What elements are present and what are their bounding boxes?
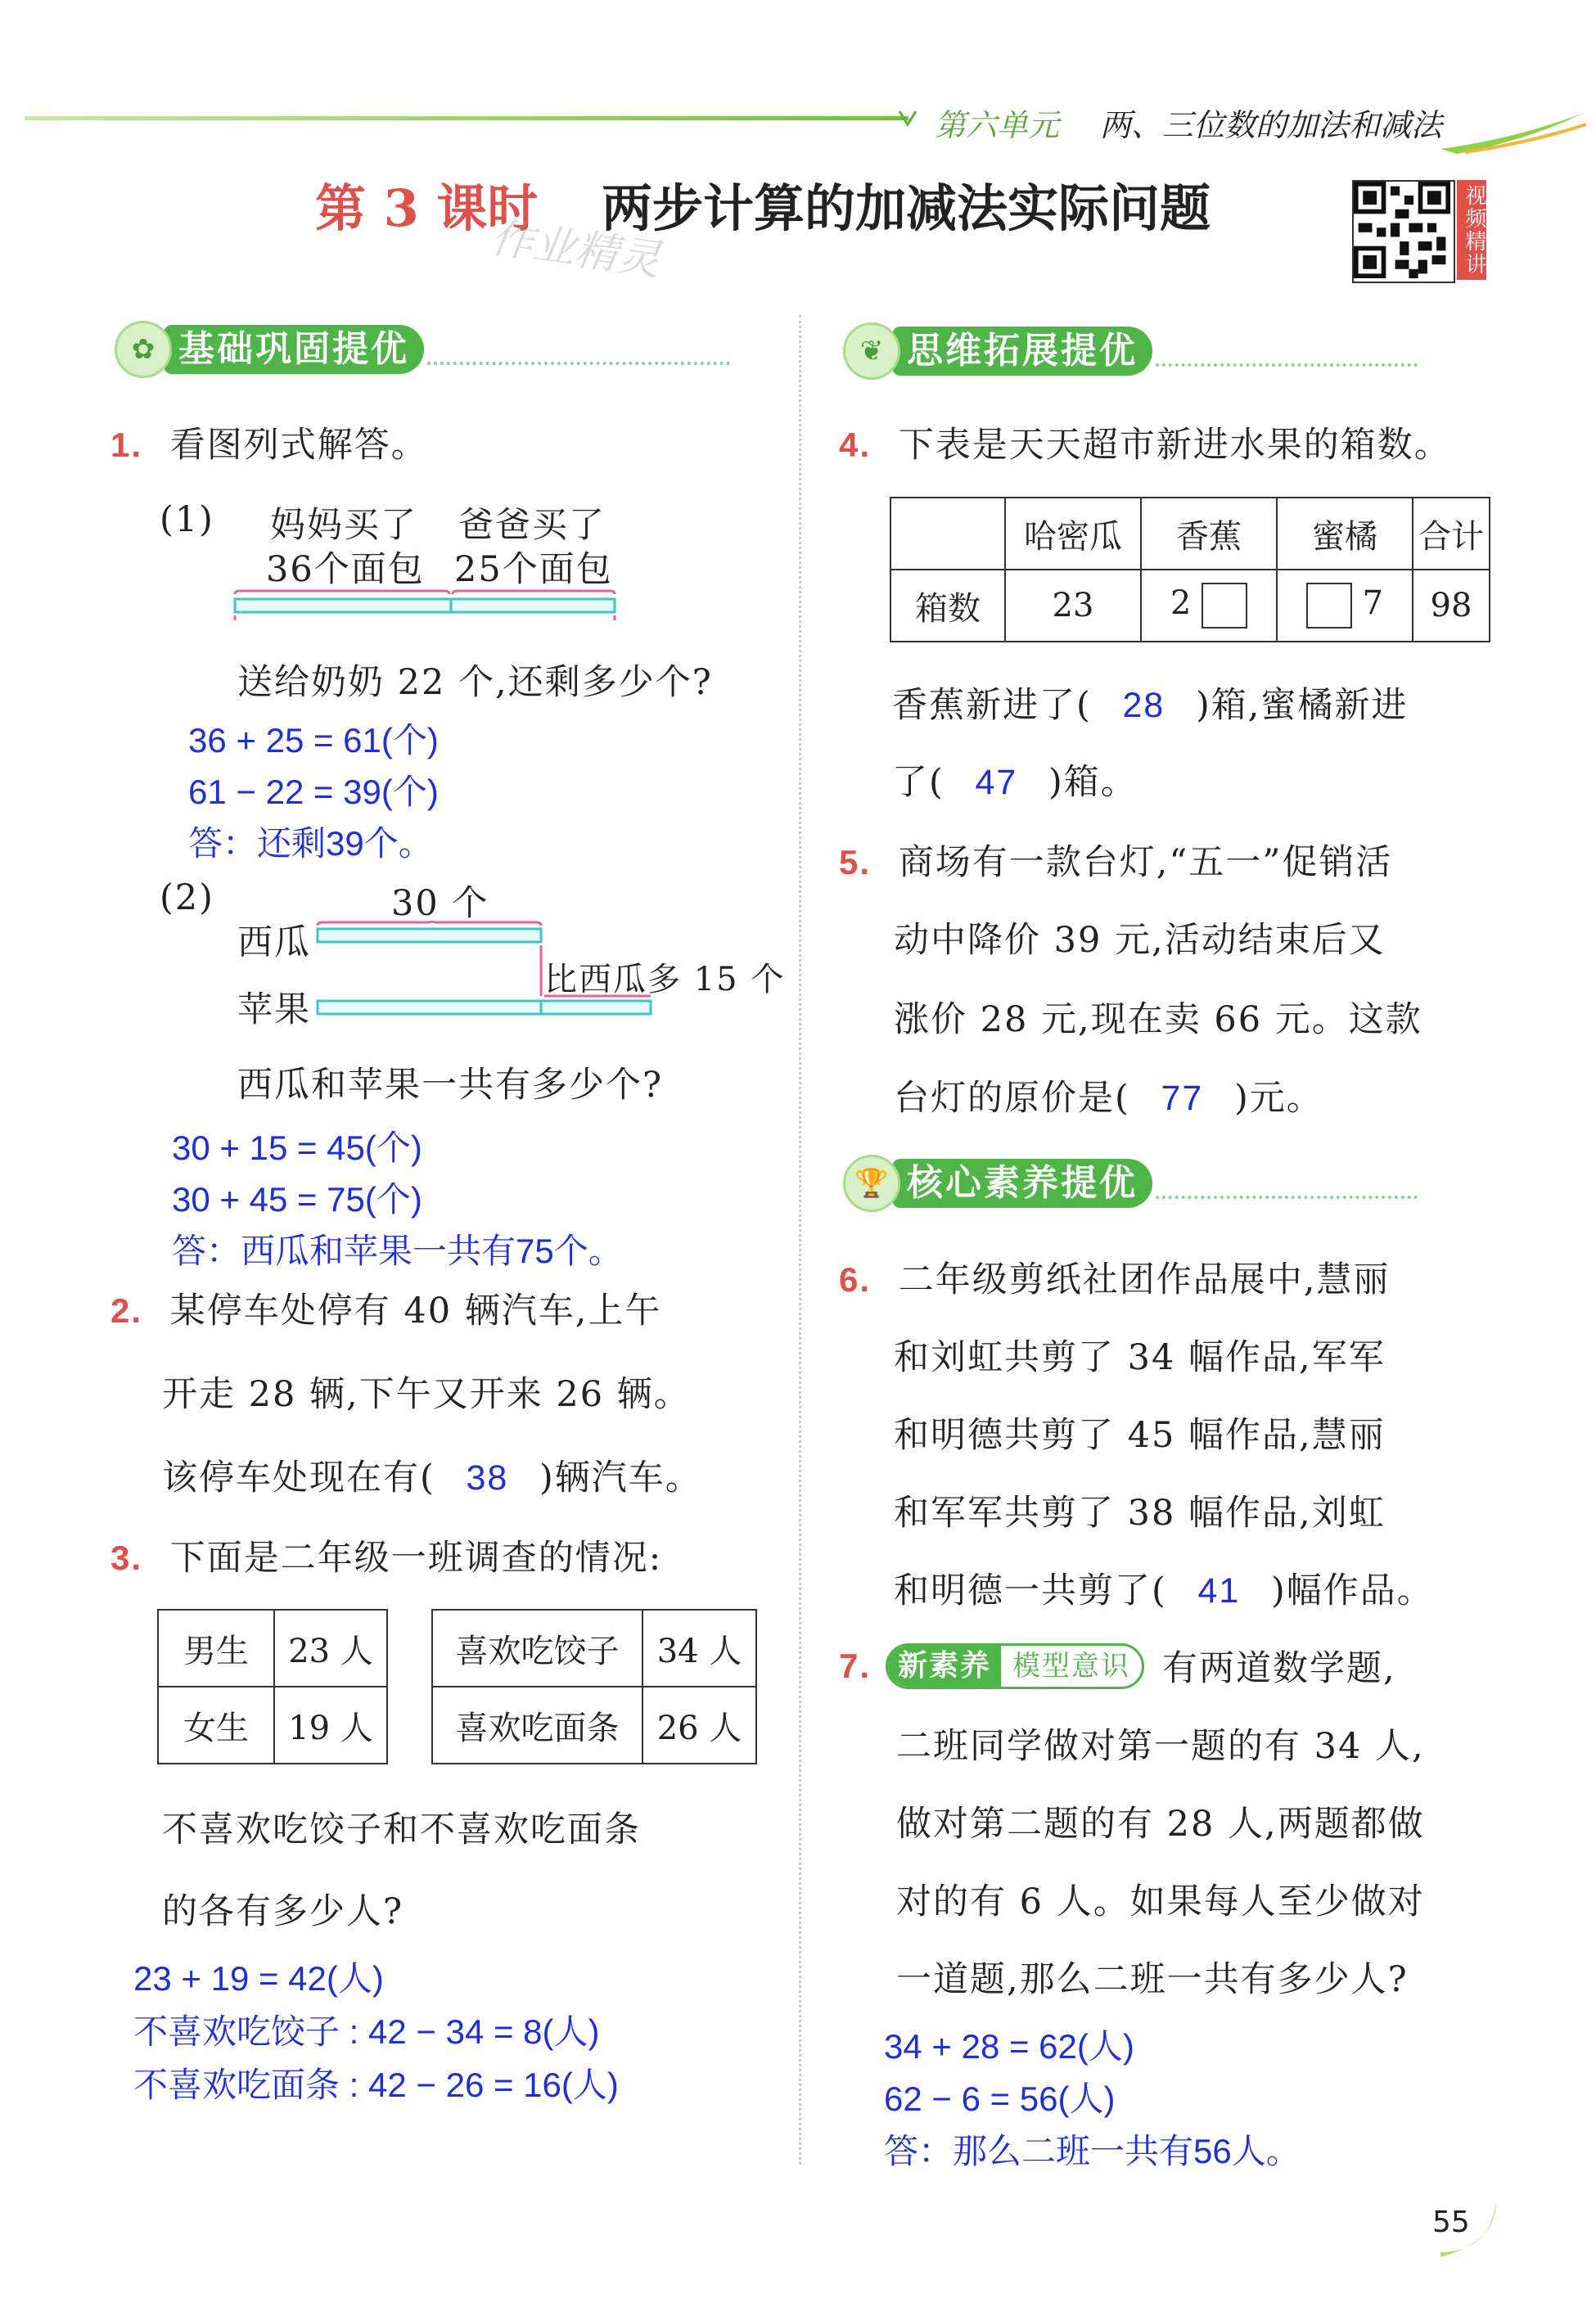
page-number: 55 — [1432, 2206, 1470, 2239]
q3 — [110, 1530, 662, 1580]
q2 — [110, 1283, 661, 1333]
q1-number: 1. — [110, 426, 143, 464]
q1-p1-label: (1) — [160, 499, 214, 540]
q1-p2-question: 西瓜和苹果一共有多少个? — [237, 1065, 664, 1106]
gear-sun-icon: ✿ — [115, 321, 172, 378]
q5 — [839, 835, 1392, 885]
q6-line-4: 和军军共剪了 38 幅作品,刘虹 — [894, 1493, 1386, 1534]
q6-line-5 — [894, 1563, 1434, 1613]
q3-t2-r2-value: 26 人 — [642, 1687, 756, 1764]
q1 — [110, 417, 428, 467]
q7-first-line: 有两道数学题, — [1162, 1648, 1396, 1689]
q3-answer-1: 23 + 19 = 42(人) — [133, 1959, 384, 1998]
q7-badge — [886, 1643, 1144, 1689]
q2-line-3 — [162, 1450, 702, 1500]
q4-number: 4. — [839, 426, 872, 464]
q4-banana-digit: 2 — [1170, 584, 1192, 622]
q3-t2-r1-label: 喜欢吃饺子 — [432, 1610, 642, 1687]
q2-line-2: 开走 28 辆,下午又开来 26 辆。 — [162, 1374, 691, 1415]
q4-total: 98 — [1413, 570, 1490, 642]
q4-answer-2: 47 — [975, 763, 1018, 802]
watermark: 作业精灵 — [488, 213, 664, 286]
q1-dad: 爸爸买了 — [458, 505, 606, 546]
page-number-swoosh — [1424, 2193, 1506, 2259]
q2-line-3-post: )辆汽车。 — [539, 1458, 702, 1498]
q7-answer-2: 62 − 6 = 56(人) — [884, 2079, 1116, 2118]
q6-answer: 41 — [1197, 1571, 1241, 1611]
q1-p2-watermelon: 西瓜 — [237, 922, 311, 963]
q7-line-4: 对的有 6 人。如果每人至少做对 — [896, 1881, 1425, 1922]
header-swoosh — [1440, 106, 1588, 155]
lesson-label: 第 3 课时 — [315, 178, 539, 238]
q1-p2-apple: 苹果 — [237, 989, 311, 1030]
q6-number: 6. — [839, 1260, 872, 1299]
q4-text: 下表是天天超市新进水果的箱数。 — [898, 425, 1451, 466]
sprout-icon: ❦ — [843, 322, 900, 380]
q7-badge-new: 新素养 — [888, 1646, 1001, 1687]
q4-header-banana: 香蕉 — [1141, 498, 1277, 570]
q3-t2-r1-value: 34 人 — [642, 1610, 756, 1687]
q1-p2-label: (2) — [160, 877, 214, 918]
q1-p1-answer-1: 36 + 25 = 61(个) — [188, 721, 439, 759]
q5-answer: 77 — [1161, 1079, 1204, 1118]
q4-answer-1: 28 — [1122, 686, 1165, 725]
q4-fill-2-post: )箱。 — [1048, 762, 1138, 803]
q5-line-4 — [894, 1070, 1323, 1120]
q4-header-total: 合计 — [1413, 498, 1490, 570]
q4 — [839, 417, 1451, 467]
q4-hami: 23 — [1005, 570, 1141, 642]
q5-line-4-post: )元。 — [1233, 1078, 1323, 1119]
q3-text: 下面是二年级一班调查的情况: — [169, 1538, 663, 1579]
q7-line-5: 一道题,那么二班一共有多少人? — [896, 1959, 1409, 2000]
q7-answer-3: 答：那么二班一共有56人。 — [884, 2132, 1301, 2170]
header-unit: 第六单元 — [935, 107, 1060, 143]
q5-line-1: 商场有一款台灯,“五一”促销活 — [898, 842, 1393, 883]
section-core — [843, 1158, 1418, 1209]
q4-orange — [1277, 570, 1413, 642]
q4-header-hami: 哈密瓜 — [1005, 498, 1141, 570]
q3-t2-r2-label: 喜欢吃面条 — [432, 1687, 642, 1764]
q1-p2-answer-1: 30 + 15 = 45(个) — [172, 1129, 422, 1167]
q4-banana-blank[interactable] — [1202, 583, 1247, 629]
qr-code-icon[interactable] — [1352, 180, 1455, 283]
q4-fill-1-post: )箱,蜜橘新进 — [1195, 685, 1409, 726]
q1-p2-bar-diagram — [315, 921, 659, 1019]
q3-number: 3. — [110, 1539, 143, 1577]
q3-table-gender — [157, 1609, 388, 1764]
q5-number: 5. — [839, 843, 872, 881]
q2-number: 2. — [110, 1291, 143, 1330]
q1-p2-answer-2: 30 + 45 = 75(个) — [172, 1180, 422, 1219]
q7-line-2: 二班同学做对第一题的有 34 人, — [896, 1726, 1425, 1767]
q6-line-2: 和刘虹共剪了 34 幅作品,军军 — [894, 1337, 1386, 1378]
q7 — [839, 1641, 1396, 1691]
section-basic — [115, 324, 730, 375]
q4-row-label: 箱数 — [890, 570, 1005, 642]
q4-fill-2-pre: 了( — [892, 762, 945, 803]
q3-table-food — [431, 1609, 757, 1764]
q1-mom-qty: 36个面包 — [266, 549, 425, 590]
q4-fill-1 — [892, 678, 1408, 728]
header-rule — [25, 116, 908, 120]
q5-line-2: 动中降价 39 元,活动结束后又 — [894, 920, 1386, 961]
q4-header-orange: 蜜橘 — [1277, 498, 1413, 570]
q7-line-3: 做对第二题的有 28 人,两题都做 — [896, 1804, 1425, 1845]
q4-fruit-table — [890, 497, 1490, 642]
q3-question-1: 不喜欢吃饺子和不喜欢吃面条 — [162, 1809, 641, 1850]
q4-orange-blank[interactable] — [1306, 583, 1352, 629]
q3-t1-r2-value: 19 人 — [274, 1687, 387, 1764]
q1-bar-diagram — [233, 589, 618, 622]
q3-answer-3: 不喜欢吃面条 : 42 − 26 = 16(人) — [133, 2066, 619, 2104]
lesson-title: 两步计算的加减法实际问题 — [602, 178, 1211, 238]
section-core-label: 核心素养提优 — [892, 1159, 1152, 1208]
q4-orange-digit: 7 — [1362, 584, 1384, 622]
q3-t1-r1-label: 男生 — [158, 1610, 274, 1687]
q1-p1-question: 送给奶奶 22 个,还剩多少个? — [237, 662, 713, 703]
q3-answer-2: 不喜欢吃饺子 : 42 − 34 = 8(人) — [133, 2012, 600, 2051]
q5-line-4-pre: 台灯的原价是( — [894, 1078, 1130, 1119]
q1-text: 看图列式解答。 — [169, 425, 428, 466]
q7-answer-1: 34 + 28 = 62(人) — [884, 2027, 1134, 2066]
q5-line-3: 涨价 28 元,现在卖 66 元。这款 — [894, 999, 1422, 1040]
q1-p1-answer-3: 答：还剩39个。 — [188, 824, 433, 863]
trophy-icon: 🏆 — [843, 1155, 900, 1212]
q1-p2-answer-3: 答：西瓜和苹果一共有75个。 — [172, 1232, 623, 1270]
q1-dad-qty: 25个面包 — [454, 549, 613, 590]
section-thinking-label: 思维拓展提优 — [892, 327, 1152, 376]
q7-number: 7. — [839, 1646, 872, 1685]
q1-p2-top-qty: 30 个 — [391, 883, 489, 924]
video-label[interactable]: 视频精讲 — [1457, 180, 1486, 280]
q7-badge-model: 模型意识 — [1012, 1649, 1131, 1683]
header-leaf-icon — [896, 106, 919, 129]
q3-question-2: 的各有多少人? — [162, 1891, 404, 1932]
q3-t1-r1-value: 23 人 — [274, 1610, 387, 1687]
header-unit-title: 两、三位数的加法和减法 — [1100, 107, 1443, 143]
q3-t1-r2-label: 女生 — [158, 1687, 274, 1764]
q4-banana — [1141, 570, 1277, 642]
q6-line-5-pre: 和明德一共剪了( — [894, 1570, 1167, 1611]
q4-header-blank — [890, 498, 1005, 570]
section-basic-label: 基础巩固提优 — [164, 325, 424, 374]
q6 — [839, 1252, 1390, 1302]
column-divider — [799, 315, 801, 2165]
q2-line-1: 某停车处停有 40 辆汽车,上午 — [169, 1291, 662, 1331]
q6-line-1: 二年级剪纸社团作品展中,慧丽 — [898, 1259, 1391, 1300]
q4-fill-2 — [892, 755, 1138, 804]
q6-line-5-post: )幅作品。 — [1270, 1570, 1434, 1611]
section-thinking — [843, 326, 1418, 376]
q1-mom: 妈妈买了 — [270, 505, 417, 546]
q1-p1-answer-2: 61 − 22 = 39(个) — [188, 773, 439, 811]
q1-p2-more: 比西瓜多 15 个 — [544, 961, 786, 998]
q2-answer: 38 — [466, 1458, 509, 1498]
q2-line-3-pre: 该停车处现在有( — [162, 1458, 435, 1498]
q4-fill-1-pre: 香蕉新进了( — [892, 685, 1092, 726]
q6-line-3: 和明德共剪了 45 幅作品,慧丽 — [894, 1415, 1386, 1456]
